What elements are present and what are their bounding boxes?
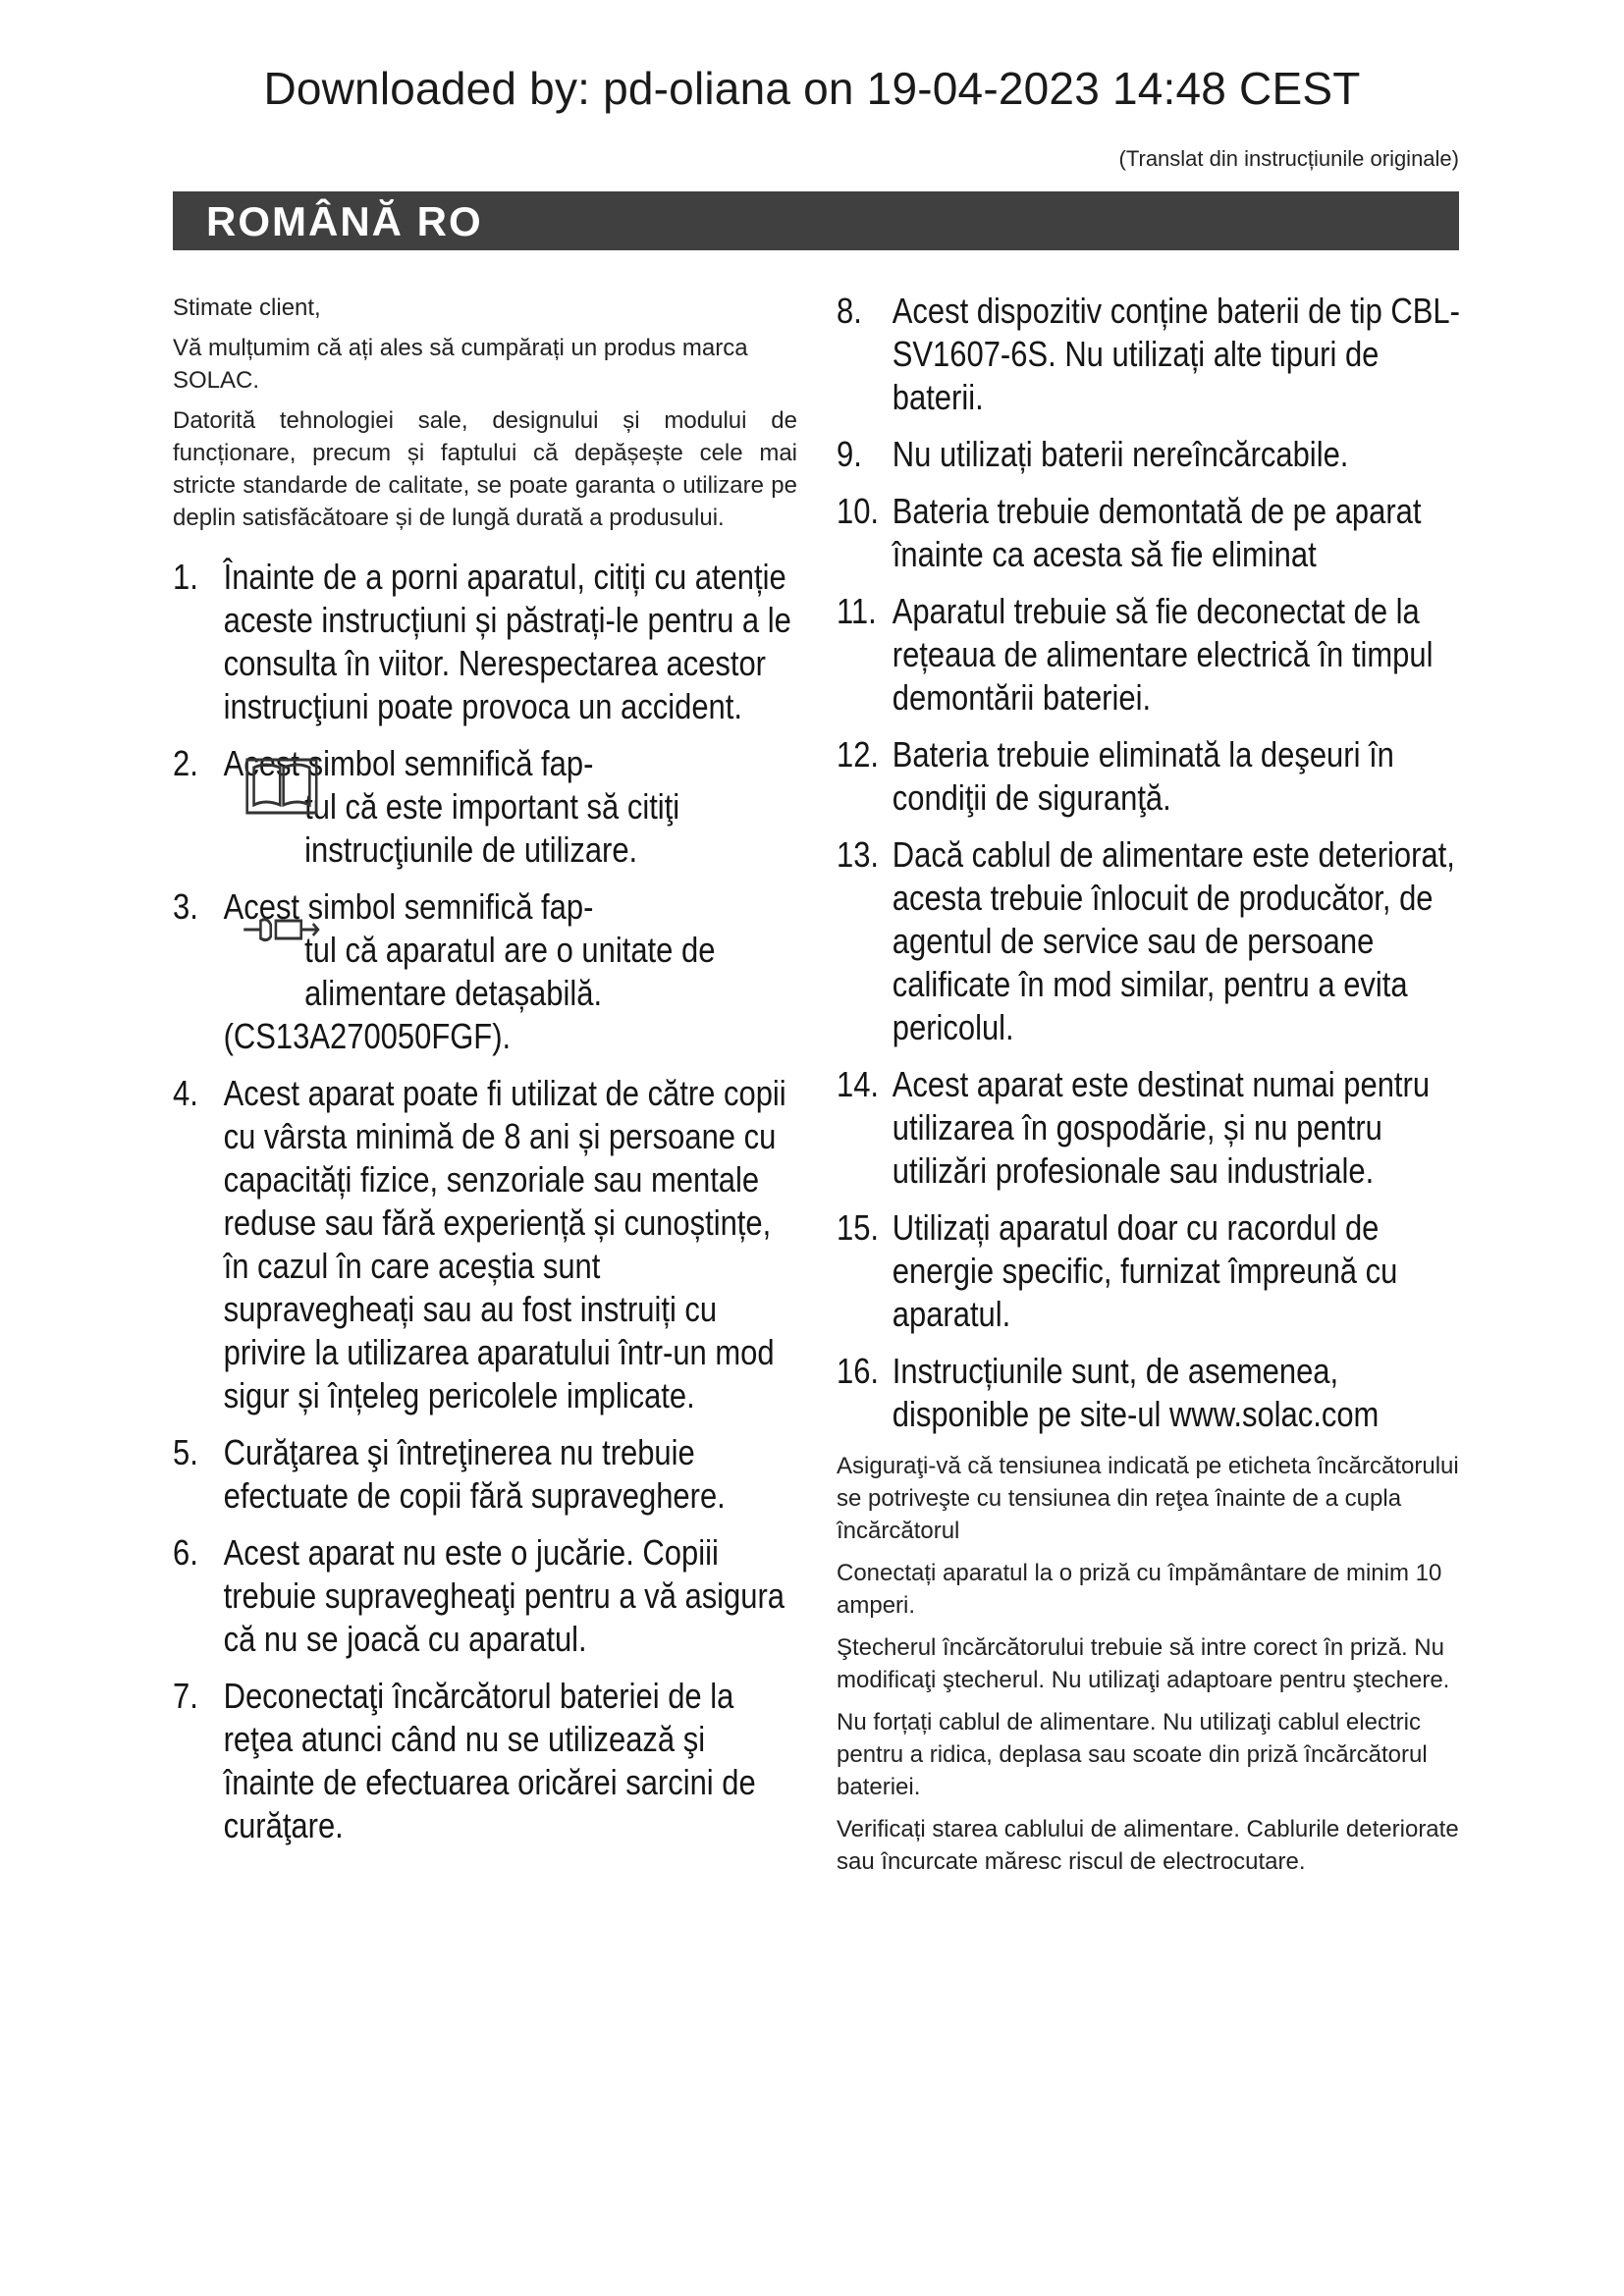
item-text: Acest aparat este destinat numai pentru utilizarea în gospodărie, și nu pentru utilizări profesionale sau industriale. — [892, 1064, 1431, 1191]
intro-thanks: Vă mulțumim că ați ales să cumpărați un produs marca SOLAC. — [173, 335, 748, 394]
item-text: Acest simbol semnifică fap- — [223, 743, 594, 783]
item-text: Aparatul trebuie să fie deconectat de la rețeaua de alimentare electrică în timpul demontării bateriei. — [892, 591, 1434, 718]
translation-note: (Translat din instrucțiunile originale) — [1118, 146, 1459, 171]
list-item — [837, 433, 1473, 476]
item-number: 10. — [837, 491, 880, 531]
list-item — [837, 1206, 1473, 1336]
item-number: 8. — [837, 291, 862, 331]
list-item — [173, 1531, 795, 1661]
item-number: 14. — [837, 1064, 880, 1104]
list-item — [837, 590, 1473, 720]
item-number: 6. — [173, 1532, 198, 1573]
intro-description: Datorită tehnologiei sale, designului și modului de funcționare, precum și faptului că depășește cele mai stricte standarde de calitate, se poate garanta o utilizare pe deplin satisfăcătoare și de lungă durată a produsului. — [173, 407, 797, 531]
item-text: Acest simbol semnifică fap- — [223, 886, 594, 927]
list-item — [173, 556, 795, 728]
item-text-continued: tul că aparatul are o unitate de alimentare detașabilă. — [304, 930, 716, 1013]
item-number: 3. — [173, 886, 198, 927]
list-item — [837, 733, 1473, 820]
item-text: Deconectaţi încărcătorul bateriei de la reţea atunci când nu se utilizează şi înainte de efectuarea oricărei sarcini de curăţare. — [223, 1676, 756, 1845]
model-code: (CS13A270050FGF). — [223, 1016, 512, 1056]
item-number: 7. — [173, 1676, 198, 1716]
left-column — [173, 292, 797, 1861]
item-number: 9. — [837, 434, 862, 474]
item-text: Înainte de a porni aparatul, citiți cu atenție aceste instrucțiuni și păstrați-le pentru a le consulta în viitor. Nerespectarea acestor instrucţiuni poate provoca un accident. — [223, 557, 791, 726]
item-text-continued: tul că este important să citiţi instrucţiunile de utilizare. — [304, 786, 680, 870]
section-title-bar: ROMÂNĂ RO — [173, 191, 1459, 250]
list-item — [173, 742, 795, 872]
item-text: Instrucțiunile sunt, de asemenea, disponible pe site-ul www.solac.com — [892, 1351, 1380, 1434]
list-item — [173, 885, 795, 1058]
item-text: Curăţarea şi întreţinerea nu trebuie efectuate de copii fără supraveghere. — [223, 1432, 726, 1516]
item-text: Nu utilizați baterii nereîncărcabile. — [892, 434, 1349, 474]
item-text: Acest aparat nu este o jucărie. Copiii trebuie supravegheaţi pentru a vă asigura că nu se joacă cu aparatul. — [223, 1532, 785, 1659]
item-text: Bateria trebuie eliminată la deşeuri în condiţii de siguranţă. — [892, 734, 1394, 818]
item-text: Dacă cablul de alimentare este deteriorat, acesta trebuie înlocuit de producător, de agentul de service sau de persoane calificate în mod similar, pentru a evita pericolul. — [892, 834, 1455, 1047]
item-number: 15. — [837, 1207, 880, 1248]
note-paragraph: Ştecherul încărcătorului trebuie să intre corect în priză. Nu modificaţi ştecherul. Nu utilizaţi adaptoare pentru ştechere. — [837, 1634, 1450, 1693]
item-number: 12. — [837, 734, 880, 774]
item-number: 5. — [173, 1432, 198, 1472]
safety-notes — [837, 1450, 1475, 1878]
list-item — [837, 490, 1473, 576]
list-item — [837, 290, 1473, 419]
intro-greeting: Stimate client, — [173, 294, 321, 321]
book-icon — [244, 756, 319, 817]
item-number: 13. — [837, 834, 880, 875]
item-number: 11. — [837, 591, 877, 631]
item-text: Utilizați aparatul doar cu racordul de energie specific, furnizat împreună cu aparatul. — [892, 1207, 1398, 1334]
detachable-power-unit-icon — [243, 913, 320, 946]
list-item — [173, 1072, 795, 1417]
note-paragraph: Verificați starea cablului de alimentare. Cablurile deteriorate sau încurcate măresc riscul de electrocutare. — [837, 1816, 1459, 1875]
item-number: 1. — [173, 557, 198, 597]
instruction-list-right — [837, 290, 1475, 1436]
item-number: 2. — [173, 743, 198, 783]
right-column — [837, 292, 1475, 1888]
item-text: Acest dispozitiv conține baterii de tip CBL-SV1607-6S. Nu utilizați alte tipuri de baterii. — [892, 291, 1460, 417]
instruction-list-left — [173, 556, 797, 1847]
list-item — [837, 1350, 1473, 1436]
note-paragraph: Asiguraţi-vă că tensiunea indicată pe eticheta încărcătorului se potriveşte cu tensiunea din reţea înainte de a cupla încărcătorul — [837, 1453, 1459, 1544]
download-stamp: Downloaded by: pd-oliana on 19-04-2023 14:48 CEST — [263, 63, 1361, 114]
note-paragraph: Conectați aparatul la o priză cu împământare de minim 10 amperi. — [837, 1560, 1442, 1619]
item-number: 4. — [173, 1073, 198, 1113]
note-paragraph: Nu forțați cablul de alimentare. Nu utilizaţi cablul electric pentru a ridica, deplasa sau scoate din priză încărcătorul bateriei. — [837, 1709, 1428, 1800]
item-text: Bateria trebuie demontată de pe aparat înainte ca acesta să fie eliminat — [892, 491, 1422, 574]
list-item — [837, 1063, 1473, 1193]
list-item — [837, 833, 1473, 1049]
list-item — [173, 1431, 795, 1518]
list-item — [173, 1675, 795, 1847]
item-text: Acest aparat poate fi utilizat de către copii cu vârsta minimă de 8 ani și persoane cu capacități fizice, senzoriale sau mentale reduse sau fără experiență și cunoștințe, în cazul în care aceștia sunt supravegheați sau au fost instruiți cu privire la utilizarea aparatului într-un mod sigur și înțeleg pericolele implicate. — [223, 1073, 786, 1415]
item-number: 16. — [837, 1351, 880, 1391]
